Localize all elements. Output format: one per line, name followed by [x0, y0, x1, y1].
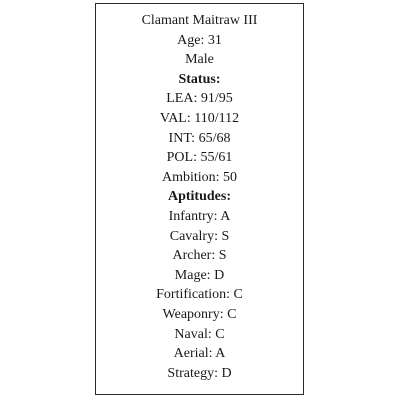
stat-pol: POL: 55/61	[166, 150, 233, 166]
stat-ambition: Ambition: 50	[161, 169, 238, 185]
stat-int: INT: 65/68	[168, 130, 231, 146]
aptitude-weaponry: Weaponry: C	[162, 306, 237, 322]
character-status-card	[95, 3, 304, 395]
aptitude-strategy: Strategy: D	[167, 365, 232, 381]
character-name: Clamant Maitraw III	[141, 13, 258, 28]
aptitude-infantry: Infantry: A	[168, 208, 231, 224]
status-heading: Status:	[178, 71, 221, 87]
aptitude-naval: Naval: C	[174, 326, 225, 342]
aptitude-archer: Archer: S	[172, 248, 227, 264]
aptitude-aerial: Aerial: A	[173, 346, 226, 362]
aptitudes-heading: Aptitudes:	[167, 189, 231, 205]
stat-val: VAL: 110/112	[159, 110, 240, 126]
character-gender: Male	[185, 52, 214, 68]
aptitude-mage: Mage: D	[174, 267, 225, 283]
character-age: Age: 31	[177, 32, 222, 48]
stat-lea: LEA: 91/95	[166, 91, 233, 107]
aptitude-fortification: Fortification: C	[156, 287, 243, 303]
aptitude-cavalry: Cavalry: S	[169, 228, 230, 244]
